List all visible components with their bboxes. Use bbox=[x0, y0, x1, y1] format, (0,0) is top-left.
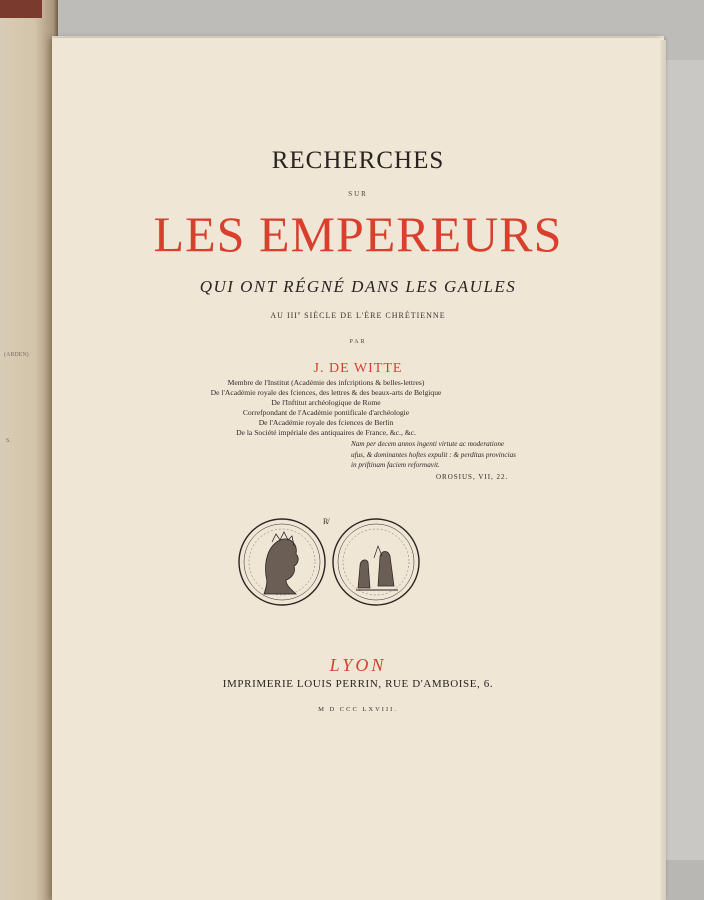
epigraph-line: in priftinam faciem reformavit. bbox=[351, 461, 440, 469]
credential-line: Membre de l'Institut (Académie des infcriptions & belles-lettres) bbox=[227, 378, 425, 387]
credential-line: De l'Académie royale des fciences, des lettres & des beaux-arts de Belgique bbox=[210, 388, 442, 397]
epigraph-citation: OROSIUS, VII, 22. bbox=[436, 473, 509, 481]
coin-reverse-mark: R̸ bbox=[323, 517, 329, 526]
credential-line: De l'Académie royale des fciences de Berlin bbox=[258, 418, 394, 427]
era-suffix: SIÈCLE DE L'ÈRE CHRÉTIENNE bbox=[301, 311, 446, 320]
credential-line: De la Société impériale des antiquaires de France, &c., &c. bbox=[236, 428, 416, 437]
credential-line: Correfpondant de l'Académie pontificale d'archéologie bbox=[242, 408, 410, 417]
title-sur: SUR bbox=[348, 190, 368, 198]
epigraph-line: ufus, & dominantes hoftes expulit : & perditas provincias bbox=[351, 450, 516, 459]
left-page bbox=[0, 0, 58, 900]
era-prefix: AU III bbox=[270, 311, 298, 320]
book-cover-corner bbox=[0, 0, 42, 18]
left-page-fragment: (ARDEN) bbox=[4, 352, 29, 358]
printer-line: IMPRIMERIE LOUIS PERRIN, RUE D'AMBOISE, 6. bbox=[222, 678, 494, 690]
epigraph bbox=[351, 439, 551, 471]
era-line bbox=[52, 311, 664, 320]
era-superscript: e bbox=[297, 311, 302, 317]
coin-reverse bbox=[333, 519, 419, 605]
left-page-fragment: S. bbox=[6, 438, 11, 444]
publication-date: M D CCC LXVIII. bbox=[318, 706, 398, 713]
city: LYON bbox=[329, 655, 387, 675]
title-les-empereurs: LES EMPEREURS bbox=[153, 206, 563, 262]
coin-obverse bbox=[239, 519, 325, 605]
author-credentials bbox=[196, 378, 456, 438]
epigraph-line: Nam per decem annos ingenti virtute ac moderatione bbox=[351, 440, 505, 448]
coin-illustration bbox=[236, 516, 422, 608]
subtitle: QUI ONT RÉGNÉ DANS LES GAULES bbox=[199, 277, 517, 296]
par-label: PAR bbox=[349, 339, 367, 345]
author-name: J. DE WITTE bbox=[313, 361, 403, 376]
credential-line: De l'Inftitut archéologique de Rome bbox=[271, 398, 381, 407]
title-recherches: RECHERCHES bbox=[271, 147, 445, 174]
